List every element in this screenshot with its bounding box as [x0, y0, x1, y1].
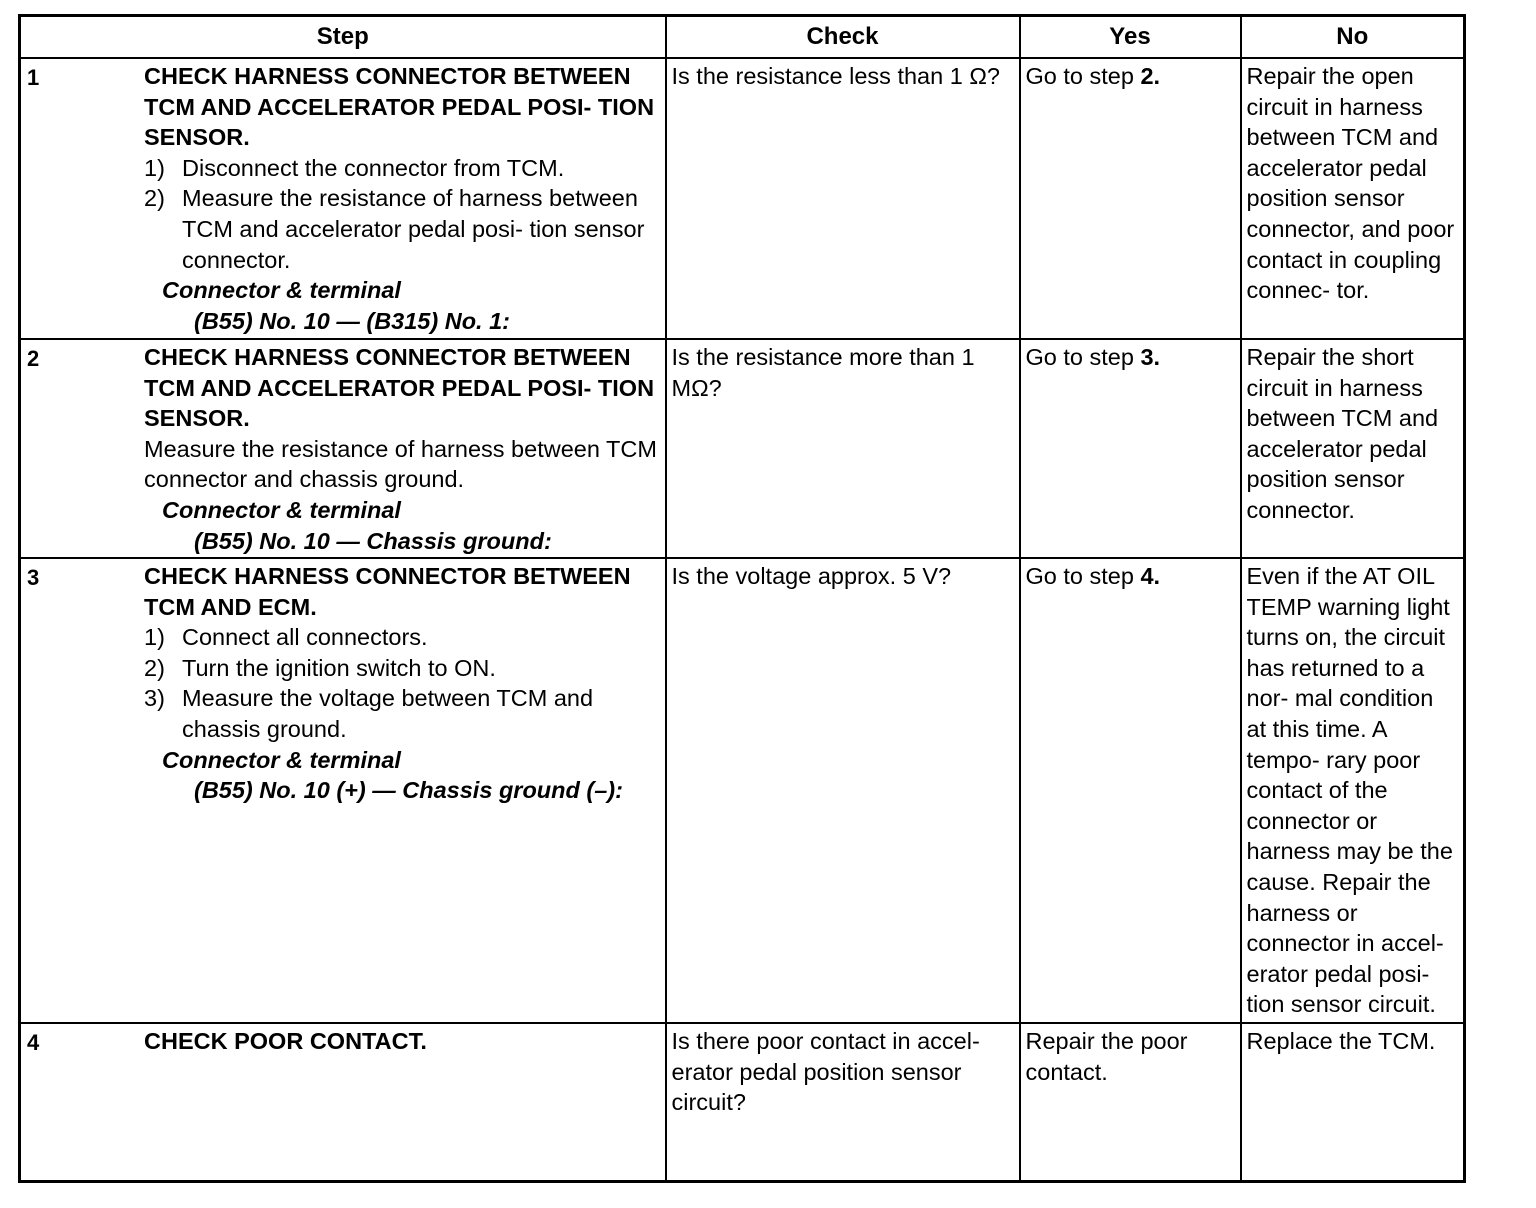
diagnostic-table — [18, 14, 1466, 1183]
step-instruction: 1) Disconnect the connector from TCM. — [144, 154, 565, 181]
step-text: Measure the resistance of harness between TCM connector and chassis ground. — [144, 435, 657, 493]
step-title: CHECK POOR CONTACT. — [144, 1028, 427, 1054]
table-row — [20, 1023, 1465, 1181]
yes-cell: Go to step 4. — [1025, 563, 1161, 589]
step-cell — [21, 559, 665, 806]
step-title: CHECK HARNESS CONNECTOR BETWEEN TCM AND ECM. — [144, 563, 631, 620]
check-cell: Is the resistance less than 1 Ω? — [671, 63, 1000, 89]
step-number: 1 — [27, 65, 40, 90]
check-cell: Is there poor contact in accel- erator pedal position sensor circuit? — [671, 1028, 980, 1116]
step-cell — [21, 1024, 665, 1057]
table-row — [20, 558, 1465, 1023]
connector-terminal-value: (B55) No. 10 (+) — Chassis ground (–): — [194, 777, 623, 804]
connector-terminal-label: Connector & terminal — [162, 277, 401, 304]
header-step: Step — [20, 16, 666, 59]
yes-cell: Repair the poor contact. — [1025, 1028, 1188, 1085]
check-cell: Is the resistance more than 1 MΩ? — [671, 344, 975, 401]
connector-terminal-value: (B55) No. 10 — (B315) No. 1: — [194, 307, 511, 334]
yes-cell: Go to step 3. — [1025, 344, 1161, 370]
step-number: 2 — [27, 346, 40, 371]
header-no: No — [1241, 16, 1465, 59]
connector-terminal-label: Connector & terminal — [162, 746, 401, 773]
no-cell: Replace the TCM. — [1246, 1028, 1436, 1054]
table-row — [20, 339, 1465, 558]
header-check: Check — [666, 16, 1020, 59]
connector-terminal-label: Connector & terminal — [162, 496, 401, 523]
step-cell — [21, 59, 665, 336]
yes-cell: Go to step 2. — [1025, 63, 1161, 89]
header-row — [20, 16, 1465, 59]
step-instruction: 3) Measure the voltage between TCM and chassis ground. — [144, 685, 594, 742]
step-number: 4 — [27, 1030, 40, 1055]
header-yes: Yes — [1020, 16, 1241, 59]
connector-terminal-value: (B55) No. 10 — Chassis ground: — [194, 527, 552, 554]
no-cell: Repair the open circuit in harness between TCM and accelerator pedal position sensor connector, and poor contact in coupling connec- tor. — [1246, 63, 1455, 304]
step-title: CHECK HARNESS CONNECTOR BETWEEN TCM AND ACCELERATOR PEDAL POSI- TION SENSOR. — [144, 344, 655, 432]
step-title: CHECK HARNESS CONNECTOR BETWEEN TCM AND ACCELERATOR PEDAL POSI- TION SENSOR. — [144, 63, 655, 151]
no-cell: Repair the short circuit in harness between TCM and accelerator pedal position sensor connector. — [1246, 344, 1439, 523]
step-instruction: 1) Connect all connectors. — [144, 624, 428, 651]
step-cell — [21, 340, 665, 556]
check-cell: Is the voltage approx. 5 V? — [671, 563, 952, 589]
step-instruction: 2) Measure the resistance of harness between TCM and accelerator pedal posi- tion sensor connector. — [144, 185, 645, 273]
table-row — [20, 58, 1465, 339]
step-number: 3 — [27, 565, 40, 590]
step-instruction: 2) Turn the ignition switch to ON. — [144, 654, 496, 681]
no-cell: Even if the AT OIL TEMP warning light turns on, the circuit has returned to a nor- mal condition at this time. A tempo- rary poor contact of the connector or harness may be the cause. Repair the harness or connector in accel- erator pedal posi- tion sensor circuit. — [1246, 563, 1453, 1018]
